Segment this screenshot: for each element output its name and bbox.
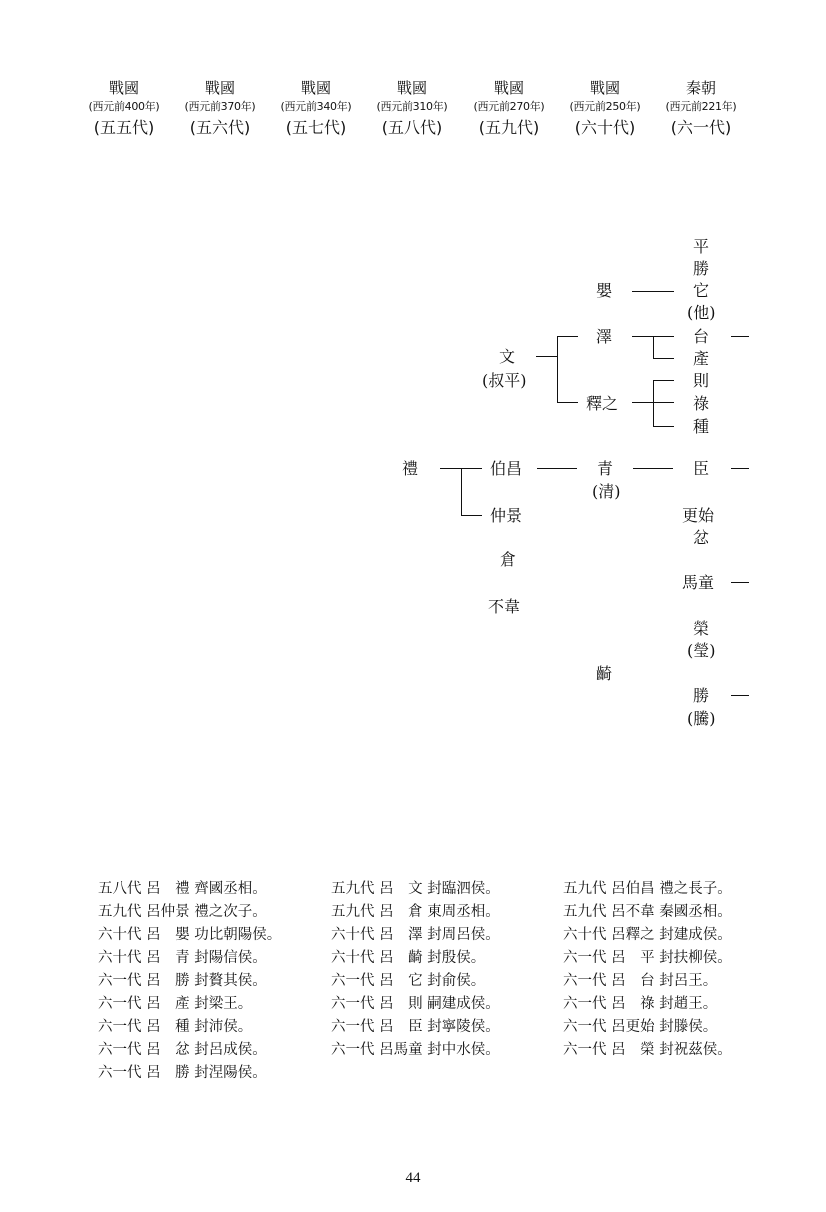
note-line: 六一代 呂更始 封滕侯。 bbox=[563, 1019, 718, 1035]
tree-node-cang: 倉 bbox=[500, 550, 517, 569]
tree-node-rong-alt: (瑩) bbox=[687, 641, 716, 660]
connector-line bbox=[461, 515, 482, 516]
era-state: 戰國 bbox=[493, 79, 524, 97]
era-generation: (五九代) bbox=[478, 118, 540, 137]
note-line: 六一代 呂 平 封扶柳侯。 bbox=[563, 950, 732, 966]
era-year: (西元前221年) bbox=[665, 100, 737, 113]
tree-node-zhong: 種 bbox=[693, 417, 710, 436]
tree-node-qing: 青 bbox=[597, 459, 614, 478]
era-column bbox=[557, 78, 653, 140]
tree-node-gengshi: 更始 bbox=[682, 506, 715, 525]
connector-line bbox=[653, 380, 654, 426]
page-number: 44 bbox=[405, 1170, 421, 1186]
era-year: (西元前370年) bbox=[184, 100, 256, 113]
connector-line bbox=[633, 468, 673, 469]
era-generation: (六一代) bbox=[670, 118, 732, 137]
tree-node-ta-alt: (他) bbox=[687, 303, 716, 322]
tree-node-wen-alt: (叔平) bbox=[482, 371, 527, 390]
era-column bbox=[364, 78, 460, 140]
note-line: 六一代 呂 台 封呂王。 bbox=[563, 973, 718, 989]
tree-node-bochang: 伯昌 bbox=[490, 459, 523, 478]
era-state: 戰國 bbox=[204, 79, 235, 97]
tree-node-tai: 台 bbox=[693, 327, 710, 346]
note-line: 六十代 呂 青 封陽信侯。 bbox=[98, 950, 267, 966]
connector-line bbox=[461, 468, 462, 515]
connector-line bbox=[653, 402, 674, 403]
era-year: (西元前270年) bbox=[473, 100, 545, 113]
connector-line bbox=[632, 291, 674, 292]
note-line: 五九代 呂不韋 秦國丞相。 bbox=[563, 904, 732, 920]
note-line: 五九代 呂 文 封臨泗侯。 bbox=[331, 881, 500, 897]
era-year: (西元前400年) bbox=[88, 100, 160, 113]
connector-line bbox=[653, 426, 674, 427]
tree-node-wen: 文 bbox=[499, 347, 516, 366]
tree-node-ze2: 則 bbox=[693, 371, 710, 390]
note-line: 六一代 呂 種 封沛侯。 bbox=[98, 1019, 253, 1035]
connector-line bbox=[557, 336, 578, 337]
note-line: 六十代 呂 齮 封殷侯。 bbox=[331, 950, 486, 966]
note-line: 五九代 呂伯昌 禮之長子。 bbox=[563, 881, 732, 897]
tree-node-lu: 祿 bbox=[693, 394, 710, 413]
tree-node-sheng: 勝 bbox=[693, 686, 710, 705]
note-line: 六一代 呂 勝 封贅其侯。 bbox=[98, 973, 267, 989]
connector-line bbox=[731, 468, 749, 469]
tree-node-ze: 澤 bbox=[596, 327, 613, 346]
note-line: 六一代 呂 則 嗣建成侯。 bbox=[331, 996, 500, 1012]
era-generation: (五六代) bbox=[189, 118, 251, 137]
era-column bbox=[653, 78, 749, 140]
era-generation: (五七代) bbox=[285, 118, 347, 137]
tree-node-rong: 榮 bbox=[693, 619, 710, 638]
note-line: 六一代 呂 榮 封祝茲侯。 bbox=[563, 1042, 732, 1058]
era-generation: (六十代) bbox=[574, 118, 636, 137]
note-line: 六十代 呂 澤 封周呂侯。 bbox=[331, 927, 500, 943]
tree-node-matong: 馬童 bbox=[682, 573, 715, 592]
era-state: 戰國 bbox=[300, 79, 331, 97]
note-line: 六一代 呂 它 封俞侯。 bbox=[331, 973, 486, 989]
connector-line bbox=[731, 336, 749, 337]
connector-line bbox=[731, 582, 749, 583]
era-generation: (五八代) bbox=[381, 118, 443, 137]
connector-line bbox=[536, 356, 557, 357]
tree-node-buwei: 不韋 bbox=[488, 597, 521, 616]
note-line: 五八代 呂 禮 齊國丞相。 bbox=[98, 881, 267, 897]
era-state: 秦朝 bbox=[685, 79, 716, 97]
tree-node-ying: 嬰 bbox=[596, 281, 613, 300]
tree-node-li: 禮 bbox=[402, 459, 419, 478]
era-state: 戰國 bbox=[108, 79, 139, 97]
notes-column-1 bbox=[98, 878, 281, 1085]
connector-line bbox=[653, 358, 674, 359]
era-column bbox=[76, 78, 172, 140]
era-year: (西元前250年) bbox=[569, 100, 641, 113]
era-year: (西元前340年) bbox=[280, 100, 352, 113]
tree-node-shizhi: 釋之 bbox=[586, 394, 619, 413]
tree-node-zhongjing: 仲景 bbox=[490, 506, 523, 525]
tree-node-qi: 齮 bbox=[596, 664, 613, 683]
notes-column-3 bbox=[563, 878, 732, 1062]
connector-line bbox=[557, 336, 558, 402]
note-line: 六一代 呂 勝 封涅陽侯。 bbox=[98, 1065, 267, 1081]
note-line: 六十代 呂釋之 封建成侯。 bbox=[563, 927, 732, 943]
note-line: 六一代 呂 產 封梁王。 bbox=[98, 996, 253, 1012]
notes-column-2 bbox=[331, 878, 500, 1062]
tree-node-chen: 臣 bbox=[693, 459, 710, 478]
note-line: 五九代 呂仲景 禮之次子。 bbox=[98, 904, 267, 920]
tree-node-qing-alt: (清) bbox=[592, 482, 621, 501]
connector-line bbox=[537, 468, 577, 469]
note-line: 六一代 呂馬童 封中水侯。 bbox=[331, 1042, 500, 1058]
connector-line bbox=[731, 695, 749, 696]
connector-line bbox=[632, 402, 653, 403]
tree-node-fen: 忿 bbox=[693, 528, 710, 547]
connector-line bbox=[653, 336, 654, 358]
note-line: 六一代 呂 臣 封寧陵侯。 bbox=[331, 1019, 500, 1035]
note-line: 六十代 呂 嬰 功比朝陽侯。 bbox=[98, 927, 282, 943]
connector-line bbox=[653, 380, 674, 381]
era-column bbox=[461, 78, 557, 140]
connector-line bbox=[557, 402, 578, 403]
era-generation: (五五代) bbox=[93, 118, 155, 137]
tree-node-sheng-alt: (騰) bbox=[687, 709, 716, 728]
era-state: 戰國 bbox=[396, 79, 427, 97]
note-line: 六一代 呂 祿 封趙王。 bbox=[563, 996, 718, 1012]
tree-node-chan: 產 bbox=[693, 349, 710, 368]
era-year: (西元前310年) bbox=[376, 100, 448, 113]
tree-node-ping-sheng-ta: 平勝它 bbox=[692, 237, 709, 300]
era-state: 戰國 bbox=[589, 79, 620, 97]
era-column bbox=[268, 78, 364, 140]
note-line: 五九代 呂 倉 東周丞相。 bbox=[331, 904, 500, 920]
note-line: 六一代 呂 忿 封呂成侯。 bbox=[98, 1042, 267, 1058]
era-column bbox=[172, 78, 268, 140]
